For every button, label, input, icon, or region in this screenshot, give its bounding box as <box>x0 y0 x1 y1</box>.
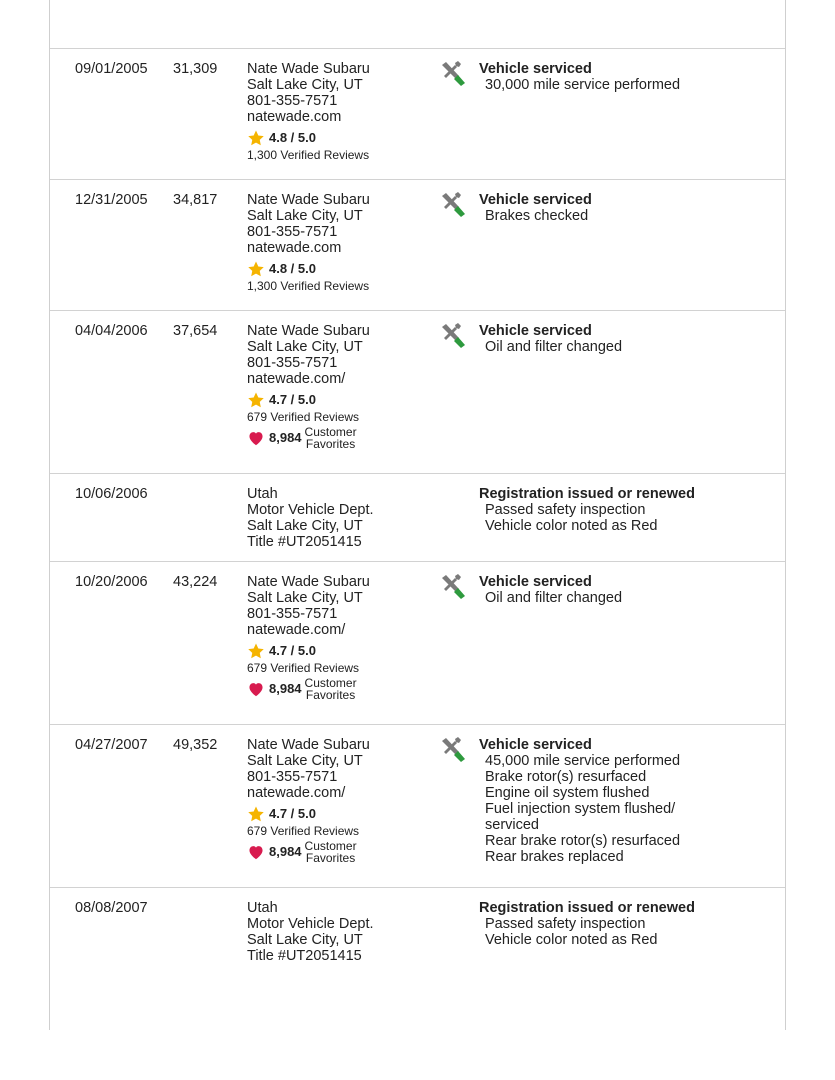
record-details <box>479 737 779 865</box>
record-title: Registration issued or renewed <box>479 900 695 916</box>
record-detail-item: Engine oil system flushed <box>485 785 650 801</box>
favorites-count: 8,984 <box>269 430 302 445</box>
rating-value: 4.7 / 5.0 <box>269 643 316 658</box>
history-record-row <box>50 561 785 724</box>
favorites-count: 8,984 <box>269 844 302 859</box>
record-detail-item: 30,000 mile service performed <box>485 77 681 93</box>
record-details <box>479 900 779 948</box>
history-record-row <box>50 179 785 310</box>
icon-container <box>438 190 468 220</box>
source-website-link[interactable]: natewade.com <box>247 109 342 125</box>
record-title: Registration issued or renewed <box>479 486 695 502</box>
record-mileage: 31,309 <box>173 61 218 77</box>
source-website-link[interactable]: natewade.com/ <box>247 785 346 801</box>
record-title: Vehicle serviced <box>479 737 592 753</box>
record-source <box>247 61 437 163</box>
source-line: Utah <box>247 486 278 502</box>
heart-icon <box>247 844 265 860</box>
favorites-label: Customer Favorites <box>304 676 357 702</box>
record-detail-item: Vehicle color noted as Red <box>485 932 658 948</box>
source-line: Nate Wade Subaru <box>247 192 370 208</box>
record-date: 10/06/2006 <box>75 486 148 502</box>
record-detail-item: Brakes checked <box>485 208 589 224</box>
record-date: 04/04/2006 <box>75 323 148 339</box>
record-mileage: 34,817 <box>173 192 218 208</box>
record-source <box>247 900 437 964</box>
verified-reviews-link[interactable]: 1,300 Verified Reviews <box>247 148 370 162</box>
source-line: 801-355-7571 <box>247 93 338 109</box>
star-icon <box>247 805 265 823</box>
source-line: 801-355-7571 <box>247 224 338 240</box>
source-website-link[interactable]: natewade.com/ <box>247 622 346 638</box>
service-tools-icon <box>438 321 468 351</box>
service-tools-icon <box>438 572 468 602</box>
source-line: Title #UT2051415 <box>247 948 362 964</box>
record-title: Vehicle serviced <box>479 192 592 208</box>
record-mileage: 37,654 <box>173 323 218 339</box>
record-detail-item: Rear brakes replaced <box>485 849 624 865</box>
record-mileage: 49,352 <box>173 737 218 753</box>
record-date: 10/20/2006 <box>75 574 148 590</box>
rating-value: 4.7 / 5.0 <box>269 392 316 407</box>
star-icon <box>247 260 265 278</box>
record-detail-item: Rear brake rotor(s) resurfaced <box>485 833 681 849</box>
record-detail-item: Oil and filter changed <box>485 339 623 355</box>
source-website-link[interactable]: natewade.com <box>247 240 342 256</box>
star-icon <box>247 129 265 147</box>
record-detail-item: serviced <box>485 817 539 833</box>
history-record-row <box>50 310 785 473</box>
source-line: Utah <box>247 900 278 916</box>
history-record-row <box>50 724 785 887</box>
source-line: Nate Wade Subaru <box>247 61 370 77</box>
source-line: Motor Vehicle Dept. <box>247 916 374 932</box>
record-detail-item: Vehicle color noted as Red <box>485 518 658 534</box>
icon-container <box>438 735 468 765</box>
service-tools-icon <box>438 190 468 220</box>
record-source <box>247 192 437 294</box>
record-title: Vehicle serviced <box>479 61 592 77</box>
rating-value: 4.8 / 5.0 <box>269 261 316 276</box>
history-record-row <box>50 48 785 179</box>
heart-icon <box>247 430 265 446</box>
favorites-label: Customer Favorites <box>304 425 357 451</box>
customer-favorites <box>247 840 437 864</box>
dealer-rating <box>247 805 437 823</box>
source-line: Salt Lake City, UT <box>247 339 363 355</box>
record-source <box>247 486 437 550</box>
icon-container <box>438 321 468 351</box>
source-line: Nate Wade Subaru <box>247 323 370 339</box>
record-detail-item: Passed safety inspection <box>485 502 646 518</box>
record-details <box>479 61 779 93</box>
star-icon <box>247 391 265 409</box>
source-line: Salt Lake City, UT <box>247 590 363 606</box>
record-details <box>479 486 779 534</box>
rating-value: 4.8 / 5.0 <box>269 130 316 145</box>
source-line: Salt Lake City, UT <box>247 753 363 769</box>
record-source <box>247 574 437 701</box>
icon-container <box>438 59 468 89</box>
source-line: Salt Lake City, UT <box>247 932 363 948</box>
record-detail-item: Oil and filter changed <box>485 590 623 606</box>
customer-favorites <box>247 426 437 450</box>
source-line: Motor Vehicle Dept. <box>247 502 374 518</box>
star-icon <box>247 642 265 660</box>
record-detail-item: Fuel injection system flushed/ <box>485 801 676 817</box>
source-line: Nate Wade Subaru <box>247 574 370 590</box>
icon-container <box>438 572 468 602</box>
record-source <box>247 737 437 864</box>
favorites-count: 8,984 <box>269 681 302 696</box>
record-details <box>479 574 779 606</box>
record-details <box>479 192 779 224</box>
verified-reviews-link[interactable]: 679 Verified Reviews <box>247 410 360 424</box>
record-date: 04/27/2007 <box>75 737 148 753</box>
record-detail-item: Passed safety inspection <box>485 916 646 932</box>
heart-icon <box>247 681 265 697</box>
verified-reviews-link[interactable]: 679 Verified Reviews <box>247 661 360 675</box>
record-mileage: 43,224 <box>173 574 218 590</box>
verified-reviews-link[interactable]: 679 Verified Reviews <box>247 824 360 838</box>
dealer-rating <box>247 129 437 147</box>
record-detail-item: 45,000 mile service performed <box>485 753 681 769</box>
record-date: 12/31/2005 <box>75 192 148 208</box>
page-right-border <box>785 0 786 1030</box>
source-line: 801-355-7571 <box>247 606 338 622</box>
dealer-rating <box>247 260 437 278</box>
history-record-row <box>50 887 785 977</box>
dealer-rating <box>247 642 437 660</box>
source-line: Title #UT2051415 <box>247 534 362 550</box>
record-source <box>247 323 437 450</box>
dealer-rating <box>247 391 437 409</box>
source-line: 801-355-7571 <box>247 769 338 785</box>
vehicle-history-table <box>50 48 785 977</box>
source-line: Nate Wade Subaru <box>247 737 370 753</box>
record-title: Vehicle serviced <box>479 323 592 339</box>
source-line: Salt Lake City, UT <box>247 518 363 534</box>
source-website-link[interactable]: natewade.com/ <box>247 371 346 387</box>
source-line: 801-355-7571 <box>247 355 338 371</box>
service-tools-icon <box>438 735 468 765</box>
record-detail-item: Brake rotor(s) resurfaced <box>485 769 647 785</box>
favorites-label: Customer Favorites <box>304 839 357 865</box>
rating-value: 4.7 / 5.0 <box>269 806 316 821</box>
source-line: Salt Lake City, UT <box>247 208 363 224</box>
record-title: Vehicle serviced <box>479 574 592 590</box>
history-record-row <box>50 473 785 561</box>
source-line: Salt Lake City, UT <box>247 77 363 93</box>
verified-reviews-link[interactable]: 1,300 Verified Reviews <box>247 279 370 293</box>
record-date: 09/01/2005 <box>75 61 148 77</box>
record-date: 08/08/2007 <box>75 900 148 916</box>
service-tools-icon <box>438 59 468 89</box>
customer-favorites <box>247 677 437 701</box>
record-details <box>479 323 779 355</box>
